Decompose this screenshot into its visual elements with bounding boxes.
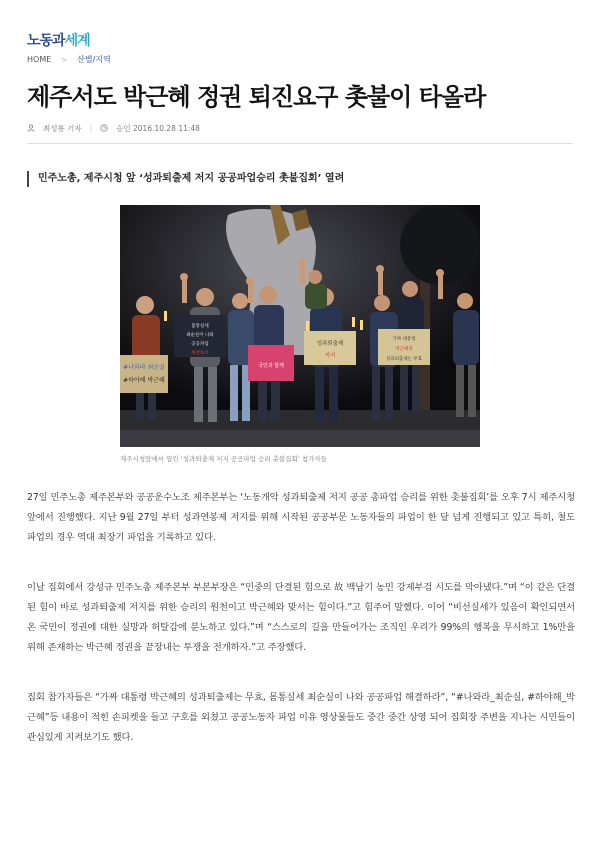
byline-divider: | <box>89 124 93 133</box>
site-logo[interactable] <box>27 31 90 49</box>
svg-text:해결하라: 해결하라 <box>191 351 209 356</box>
breadcrumb-home[interactable]: HOME <box>27 55 52 64</box>
header-divider <box>27 143 573 144</box>
protest-sign-center <box>174 315 226 357</box>
breadcrumb-separator: > <box>61 55 68 64</box>
clock-icon <box>100 124 108 134</box>
svg-text:저지: 저지 <box>324 353 336 359</box>
author-name: 최성룡 기자 <box>43 124 82 133</box>
rally-photo-illustration <box>120 205 480 447</box>
svg-text:최순실이 나와: 최순실이 나와 <box>186 333 214 338</box>
photo-caption: 제주시청앞에서 열린 ‘성과퇴출제 저지 공공파업 승리 촛불집회’ 참가자들 <box>120 455 327 463</box>
protest-sign-far-right <box>378 329 430 365</box>
logo-text-accent: 세계 <box>64 33 90 49</box>
logo-text-primary: 노동과 <box>27 33 65 49</box>
article-paragraph-3: 집회 참가자들은 “가짜 대통령 박근혜의 성과퇴출제는 무효, 몸통실세 최순실이 나와 공공파업 해결하라”, “#나와라_최순실, #하야해_박근혜”등 내용이 적힌 손피켓을 들고 구호를 외쳤고 공공노동자 파업 이유 영상물들도 중간 중간 상영 되어 집회장 주변을 지나는 시민들이 관심있게 지켜보기도 했다. <box>27 692 575 743</box>
person-icon <box>27 124 35 134</box>
svg-text:가짜 대통령: 가짜 대통령 <box>392 337 416 342</box>
breadcrumb-section[interactable]: 산별/지역 <box>77 55 111 64</box>
article-subhead: 민주노총, 제주시청 앞 ‘성과퇴출제 저지 공공파업승리 촛불집회’ 열려 <box>27 171 344 187</box>
protest-sign-pink <box>248 345 294 381</box>
svg-text:성과퇴출제는 무효: 성과퇴출제는 무효 <box>385 357 423 362</box>
article-photo <box>120 205 480 447</box>
protest-sign-right <box>304 331 356 365</box>
article-paragraph-2: 이날 집회에서 강성규 민주노총 제주본부 부본부장은 “민중의 단결된 힘으로 故 백남기 농민 강제부검 시도를 막아냈다.”며 “이 같은 단결된 힘이 바로 성과퇴출제 저지를 위한 승리의 원천이고 박근혜와 맞서는 힘이다.”고 힘주어 말했다. 이어 “비선실세가 있음이 확인되면서 온 국민이 정권에 대한 실망과 허탈감에 분노하고 있다.”며 “스스로의 길을 만들어가는 조직인 우리가 99%의 행복을 무시하고 1%만을 위해 존재하는 박근혜 정권을 끝장내는 투쟁을 전개하자.”고 주장했다. <box>27 582 575 653</box>
svg-text:박근혜의: 박근혜의 <box>395 347 413 352</box>
svg-text:#나와라 최순실: #나와라 최순실 <box>123 364 165 371</box>
svg-text:성과퇴출제: 성과퇴출제 <box>316 341 344 347</box>
protest-sign-left <box>120 355 168 393</box>
svg-text:공공파업: 공공파업 <box>191 342 209 347</box>
breadcrumb <box>27 54 111 65</box>
svg-text:몸통실세: 몸통실세 <box>191 324 209 329</box>
svg-text:국민과 함께: 국민과 함께 <box>258 363 284 369</box>
publish-date: 승인 2016.10.28 11:48 <box>116 124 200 133</box>
article-title: 제주서도 박근혜 정권 퇴진요구 촛불이 타올라 <box>27 83 486 111</box>
article-byline <box>27 123 200 134</box>
svg-text:#하야해 박근혜: #하야해 박근혜 <box>123 377 165 384</box>
article-paragraph-1: 27일 민주노총 제주본부와 공공운수노조 제주본부는 ‘노동개악 성과퇴출제 저지 공공 총파업 승리를 위한 촛불집회’를 오후 7시 제주시청 앞에서 진행했다. 지난 9월 27일 부터 성과연봉제 저지를 위해 시작된 공공부문 노동자들의 파업이 한 달 넘게 진행되고 있고 특히, 철도파업의 경우 역대 최장기 파업을 기록하고 있다. <box>27 492 575 543</box>
